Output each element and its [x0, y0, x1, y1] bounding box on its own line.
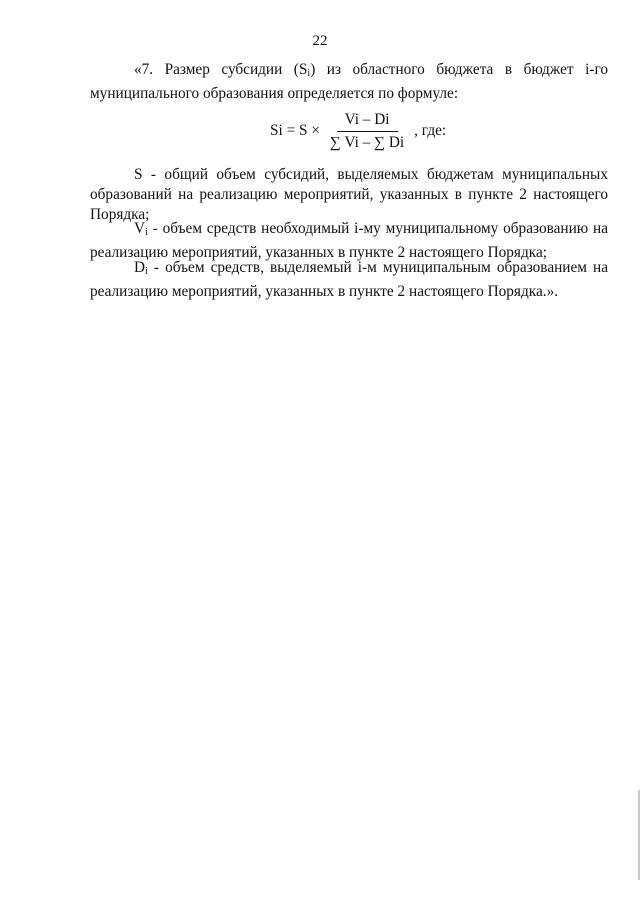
definition-d-text: - объем средств, выделяемый i-м муниципальным образованием на реализацию мероприятий, указанных в пункте 2 настоящего Порядка.». [90, 259, 608, 300]
definition-v-text: - объем средств необходимый i-му муниципальному образованию на реализацию мероприятий, указанных в пункте 2 настоящего Порядка; [90, 220, 608, 261]
intro-text-start: «7. Размер субсидии (S [134, 61, 308, 78]
definition-d [90, 258, 608, 302]
definition-d-symbol: D [134, 259, 146, 276]
formula-intro-paragraph [90, 60, 608, 104]
definition-v [90, 219, 608, 263]
page-number: 22 [312, 33, 328, 49]
definition-d-subscript: i [145, 266, 148, 277]
definition-v-subscript: i [145, 227, 148, 238]
formula-fraction [324, 111, 410, 152]
subsidy-formula [270, 108, 446, 154]
definition-v-symbol: V [134, 220, 146, 237]
formula-suffix: , где: [414, 122, 447, 139]
definition-s-text: - общий объем субсидий, выделяемых бюджетам муниципальных образований на реализацию мероприятий, указанных в пункте 2 настоящего Порядка; [90, 166, 608, 223]
intro-s-subscript: i [307, 68, 311, 79]
definition-s [90, 165, 608, 225]
formula-numerator: Vi – Di [337, 111, 398, 132]
formula-lhs: Si = S × [270, 122, 320, 139]
formula-denominator: ∑ Vi – ∑ Di [330, 133, 405, 151]
definition-s-symbol: S [134, 166, 143, 183]
intro-text-end: ) из областного бюджета в бюджет i-го муниципального образования определяется по формуле: [90, 61, 609, 102]
